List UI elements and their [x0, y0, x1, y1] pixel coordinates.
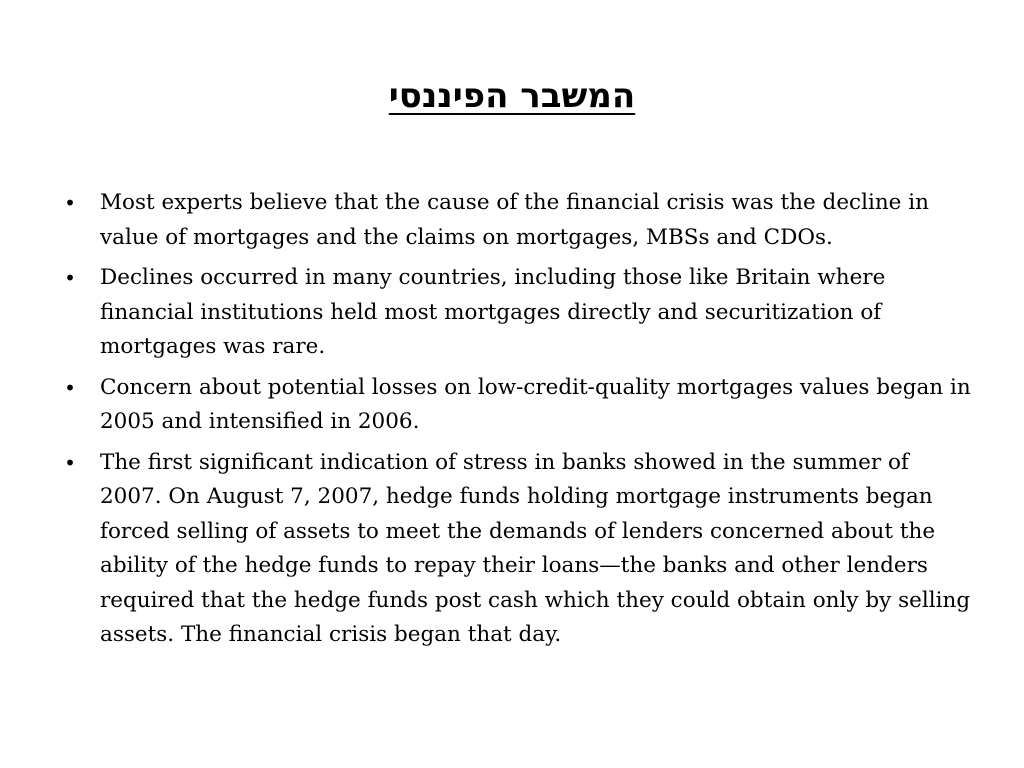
bullet-item-1 [60, 186, 972, 255]
bullet-icon: • [64, 191, 76, 215]
bullet-item-3 [60, 371, 972, 440]
bullet-icon: • [64, 450, 76, 475]
slide-title: המשבר הפיננסי [388, 76, 636, 116]
bullet-icon: • [64, 266, 76, 290]
bullet-icon: • [64, 375, 76, 400]
bullet-text: The first significant indication of stress in banks showed in the summer of 2007. On August 7, 2007, hedge funds holding mortgage instruments began forced selling of assets to meet the demands of lenders concerned about the ability of the hedge funds to repay their loans—the banks and other lenders required that the hedge funds post cash which they could obtain only by selling assets. The financial crisis began that day. [100, 449, 971, 647]
bullet-list [60, 186, 972, 659]
bullet-item-2 [60, 261, 972, 365]
bullet-text: Declines occurred in many countries, including those like Britain where financial institutions held most mortgages directly and securitization of mortgages was rare. [100, 265, 886, 359]
bullet-text: Most experts believe that the cause of the financial crisis was the decline in value of mortgages and the claims on mortgages, MBSs and CDOs. [100, 190, 929, 250]
bullet-item-4 [60, 446, 972, 653]
bullet-text: Concern about potential losses on low-credit-quality mortgages values began in 2005 and intensified in 2006. [100, 374, 971, 434]
